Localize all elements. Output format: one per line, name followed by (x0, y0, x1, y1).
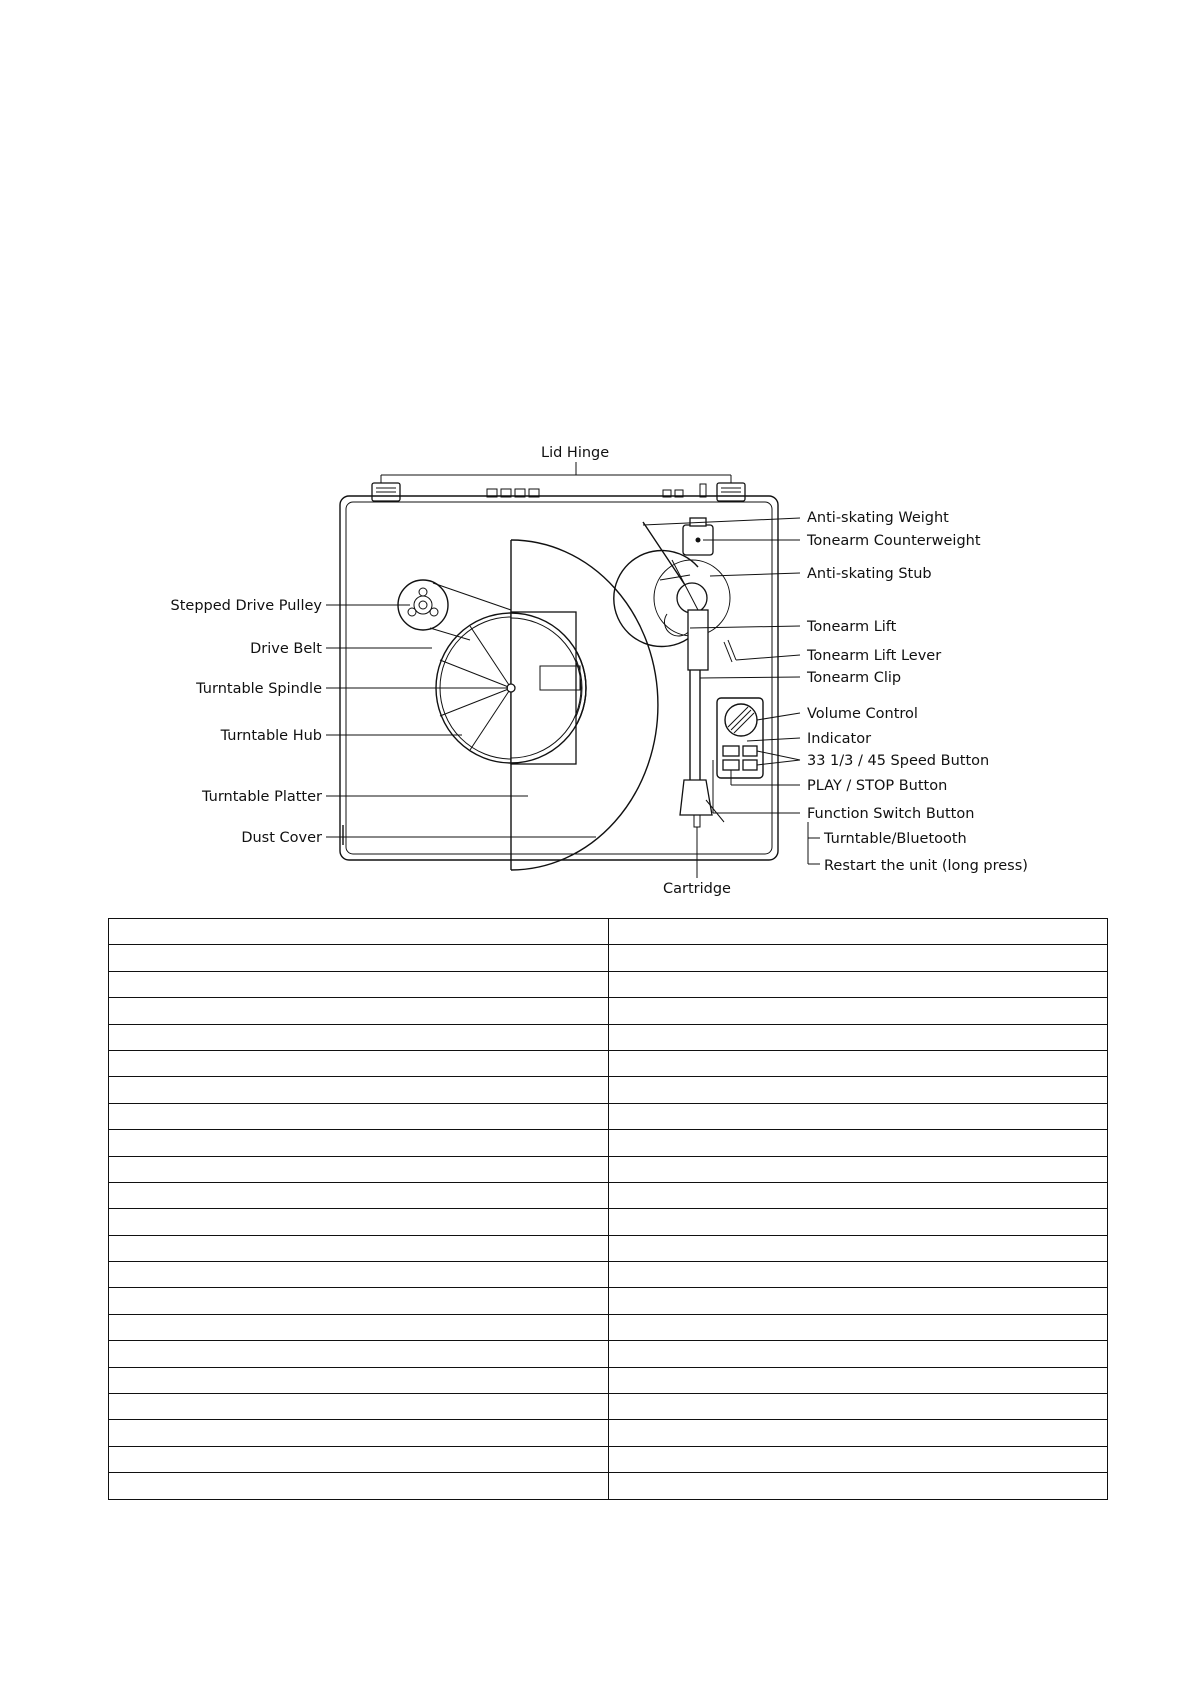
table-cell (109, 1130, 609, 1156)
play-stop-button[interactable] (723, 760, 739, 770)
table-row (109, 1262, 1108, 1288)
label-turntable-spindle: Turntable Spindle (196, 681, 322, 697)
table-cell (109, 1367, 609, 1393)
table-cell (109, 1156, 609, 1182)
label-tonearm-lift-lever: Tonearm Lift Lever (807, 648, 942, 664)
label-tonearm-clip: Tonearm Clip (807, 670, 902, 686)
label-dust-cover: Dust Cover (241, 830, 322, 846)
table-row (109, 1130, 1108, 1156)
label-turntable-platter: Turntable Platter (202, 789, 322, 805)
table-row (109, 1314, 1108, 1340)
table-cell (608, 1130, 1108, 1156)
label-drive-belt: Drive Belt (250, 641, 322, 657)
hinge-left (372, 483, 400, 501)
label-turntable-bluetooth: Turntable/Bluetooth (824, 831, 967, 847)
table-cell (109, 1209, 609, 1235)
table-cell (608, 1314, 1108, 1340)
table-row (109, 1209, 1108, 1235)
table-cell (608, 1394, 1108, 1420)
table-cell (109, 1288, 609, 1314)
label-tonearm-lift: Tonearm Lift (807, 619, 897, 635)
table-cell (608, 1050, 1108, 1076)
table-cell (608, 945, 1108, 971)
table-cell (608, 971, 1108, 997)
tonearm (614, 518, 736, 827)
table-cell (608, 1420, 1108, 1446)
spec-table-body (109, 919, 1108, 1500)
speed-33-button[interactable] (723, 746, 739, 756)
table-row (109, 1394, 1108, 1420)
label-tonearm-counterweight: Tonearm Counterweight (807, 533, 981, 549)
table-row (109, 1420, 1108, 1446)
spindle (507, 684, 515, 692)
table-cell (608, 1288, 1108, 1314)
table-cell (109, 1420, 609, 1446)
table-cell (109, 945, 609, 971)
lid-hinge-callout (381, 445, 731, 484)
label-anti-skating-weight: Anti-skating Weight (807, 510, 949, 526)
table-row (109, 1182, 1108, 1208)
table-cell (608, 1367, 1108, 1393)
label-anti-skating-stub: Anti-skating Stub (807, 566, 932, 582)
table-cell (608, 1262, 1108, 1288)
table-row (109, 1024, 1108, 1050)
table-cell (109, 919, 609, 945)
table-cell (608, 1024, 1108, 1050)
table-cell (109, 1050, 609, 1076)
table-cell (109, 1024, 609, 1050)
table-cell (608, 1077, 1108, 1103)
table-cell (608, 1341, 1108, 1367)
speed-45-button[interactable] (743, 746, 757, 756)
spec-table (108, 918, 1108, 1500)
table-cell (109, 1394, 609, 1420)
label-volume-control: Volume Control (807, 706, 918, 722)
table-cell (109, 1446, 609, 1472)
label-play-stop-button: PLAY / STOP Button (807, 778, 948, 794)
table-row (109, 1077, 1108, 1103)
rear-jacks (487, 484, 706, 497)
table-row (109, 998, 1108, 1024)
label-indicator: Indicator (807, 731, 872, 747)
table-cell (608, 1182, 1108, 1208)
label-speed-button: 33 1/3 / 45 Speed Button (807, 753, 990, 769)
label-stepped-drive-pulley: Stepped Drive Pulley (170, 598, 322, 614)
function-switch-button[interactable] (743, 760, 757, 770)
label-restart-unit: Restart the unit (long press) (824, 858, 1028, 874)
table-row (109, 1341, 1108, 1367)
table-cell (608, 919, 1108, 945)
table-row (109, 1288, 1108, 1314)
table-row (109, 1103, 1108, 1129)
table-cell (109, 1235, 609, 1261)
table-cell (608, 1235, 1108, 1261)
table-cell (608, 1446, 1108, 1472)
table-row (109, 1050, 1108, 1076)
label-function-switch-button: Function Switch Button (807, 806, 975, 822)
table-cell (109, 998, 609, 1024)
hinge-right (717, 483, 745, 501)
table-cell (109, 1341, 609, 1367)
table-cell (608, 1209, 1108, 1235)
table-cell (608, 1103, 1108, 1129)
table-cell (608, 998, 1108, 1024)
table-row (109, 945, 1108, 971)
table-cell (109, 1103, 609, 1129)
control-panel (717, 698, 763, 778)
table-row (109, 1367, 1108, 1393)
table-cell (109, 1077, 609, 1103)
label-lid-hinge: Lid Hinge (541, 445, 610, 461)
table-cell (109, 1314, 609, 1340)
table-row (109, 1235, 1108, 1261)
label-turntable-hub: Turntable Hub (220, 728, 322, 744)
table-row (109, 919, 1108, 945)
table-cell (109, 1473, 609, 1499)
table-cell (109, 1182, 609, 1208)
drive-pulley (398, 580, 511, 640)
label-cartridge: Cartridge (663, 881, 731, 897)
table-cell (109, 1262, 609, 1288)
table-cell (608, 1156, 1108, 1182)
table-row (109, 1156, 1108, 1182)
table-cell (109, 971, 609, 997)
table-row (109, 1446, 1108, 1472)
table-cell (608, 1473, 1108, 1499)
table-row (109, 1473, 1108, 1499)
table-row (109, 971, 1108, 997)
